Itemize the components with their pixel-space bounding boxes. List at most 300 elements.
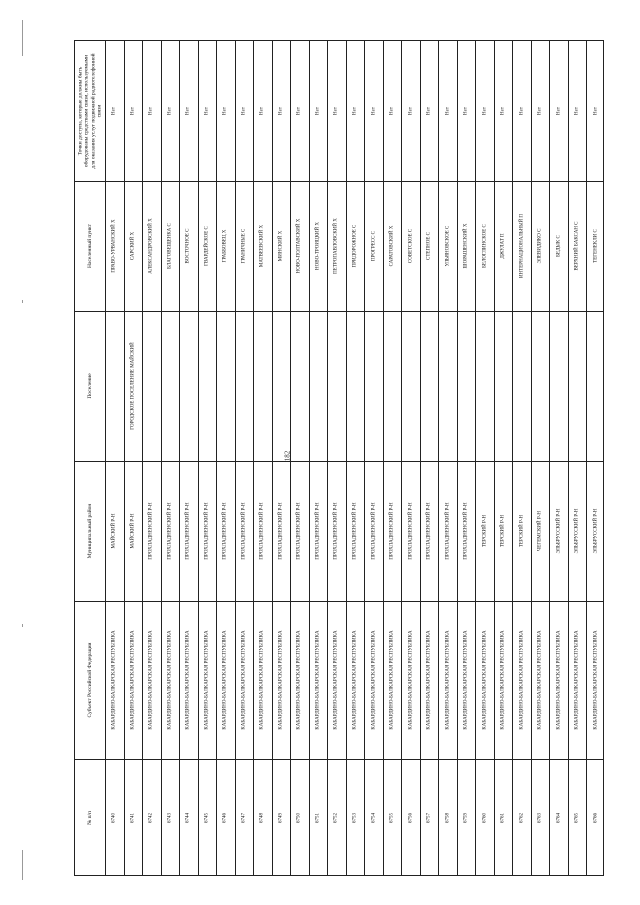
cell-subject: [364, 601, 383, 759]
cell-settlement: [586, 311, 605, 461]
cell-locality: [586, 181, 605, 311]
cell-district: [179, 461, 198, 601]
cell-num: [512, 759, 531, 877]
cell-text-locality: ПРОГРЕСС С: [371, 230, 376, 262]
cell-settlement: [438, 311, 457, 461]
cell-subject: [235, 601, 254, 759]
cell-district: [494, 461, 513, 601]
cell-points: [309, 41, 328, 181]
cell-subject: [309, 601, 328, 759]
cell-text-district: ПРОХЛАДНЕНСКИЙ Р-Н: [352, 502, 358, 560]
cell-subject: [383, 601, 402, 759]
scan-edge-mark: [22, 850, 23, 880]
cell-text-district: МАЙСКИЙ Р-Н: [111, 513, 117, 549]
cell-settlement: [105, 311, 124, 461]
cell-subject: [531, 601, 550, 759]
cell-text-locality: ПРАВО-УРВАНСКИЙ Х: [111, 219, 117, 273]
cell-subject: [198, 601, 217, 759]
table-row: [401, 41, 420, 877]
cell-district: [457, 461, 476, 601]
cell-points: [216, 41, 235, 181]
cell-text-subject: КАБАРДИНО-БАЛКАРСКАЯ РЕСПУБЛИКА: [204, 630, 210, 730]
cell-text-num: 6763: [537, 813, 543, 823]
cell-text-locality: ГВАРДЕЙСКОЕ С: [204, 226, 210, 266]
table-row: [290, 41, 309, 877]
cell-num: [568, 759, 587, 877]
cell-points: [586, 41, 605, 181]
cell-settlement: [327, 311, 346, 461]
cell-text-locality: ПЕТРОПАВЛОВСКИЙ Х: [333, 218, 339, 274]
cell-text-points: Нет: [315, 106, 321, 116]
cell-points: [568, 41, 587, 181]
cell-text-num: 6744: [185, 813, 191, 823]
cell-subject: [124, 601, 143, 759]
cell-text-subject: КАБАРДИНО-БАЛКАРСКАЯ РЕСПУБЛИКА: [130, 630, 136, 730]
cell-text-subject: КАБАРДИНО-БАЛКАРСКАЯ РЕСПУБЛИКА: [296, 630, 302, 730]
cell-district: [568, 461, 587, 601]
cell-text-district: ПРОХЛАДНЕНСКИЙ Р-Н: [259, 502, 265, 560]
cell-locality: [568, 181, 587, 311]
cell-text-locality: ТЕГЕНЕКЛИ С: [593, 229, 599, 263]
header-label-district: Муниципальный район: [86, 503, 93, 559]
cell-text-locality: НОВО-ТРОИЦКИЙ Х: [315, 222, 321, 270]
cell-points: [401, 41, 420, 181]
cell-text-num: 6753: [352, 813, 358, 823]
cell-points: [124, 41, 143, 181]
table-row: [309, 41, 328, 877]
cell-locality: [401, 181, 420, 311]
cell-text-subject: КАБАРДИНО-БАЛКАРСКАЯ РЕСПУБЛИКА: [537, 630, 543, 730]
cell-num: [161, 759, 180, 877]
cell-locality: [198, 181, 217, 311]
cell-settlement: [235, 311, 254, 461]
cell-district: [438, 461, 457, 601]
cell-subject: [457, 601, 476, 759]
cell-num: [475, 759, 494, 877]
cell-num: [198, 759, 217, 877]
cell-text-points: Нет: [259, 106, 265, 116]
cell-text-num: 6762: [519, 813, 525, 823]
cell-text-district: ТЕРСКИЙ Р-Н: [482, 514, 488, 548]
cell-locality: [531, 181, 550, 311]
cell-num: [364, 759, 383, 877]
cell-settlement: [420, 311, 439, 461]
cell-subject: [475, 601, 494, 759]
cell-settlement: [568, 311, 587, 461]
cell-district: [383, 461, 402, 601]
cell-num: [401, 759, 420, 877]
table-row: [253, 41, 272, 877]
cell-district: [105, 461, 124, 601]
cell-text-district: ПРОХЛАДНЕНСКИЙ Р-Н: [185, 502, 191, 560]
cell-subject: [494, 601, 513, 759]
table-row: [457, 41, 476, 877]
cell-points: [290, 41, 309, 181]
cell-text-points: Нет: [148, 106, 154, 116]
cell-subject: [438, 601, 457, 759]
cell-settlement: [309, 311, 328, 461]
cell-district: [364, 461, 383, 601]
cell-text-district: ЭЛЬБРУССКИЙ Р-Н: [556, 508, 562, 554]
cell-text-points: Нет: [167, 106, 173, 116]
cell-num: [346, 759, 365, 877]
cell-text-locality: МИНСКИЙ Х: [278, 230, 284, 262]
cell-points: [272, 41, 291, 181]
cell-text-num: 6740: [111, 813, 117, 823]
cell-num: [290, 759, 309, 877]
scan-edge-mark: [22, 624, 23, 627]
cell-text-num: 6746: [222, 813, 228, 823]
cell-text-district: ПРОХЛАДНЕНСКИЙ Р-Н: [445, 502, 451, 560]
cell-text-points: Нет: [500, 106, 506, 116]
cell-text-points: Нет: [445, 106, 451, 116]
cell-text-num: 6756: [408, 813, 414, 823]
cell-text-locality: СТЕПНОЕ С: [426, 232, 432, 260]
cell-district: [161, 461, 180, 601]
cell-text-points: Нет: [130, 106, 136, 116]
cell-num: [179, 759, 198, 877]
cell-settlement: [179, 311, 198, 461]
cell-locality: [272, 181, 291, 311]
cell-text-points: Нет: [333, 106, 339, 116]
cell-text-subject: КАБАРДИНО-БАЛКАРСКАЯ РЕСПУБЛИКА: [185, 630, 191, 730]
cell-text-district: ПРОХЛАДНЕНСКИЙ Р-Н: [463, 502, 469, 560]
cell-text-subject: КАБАРДИНО-БАЛКАРСКАЯ РЕСПУБЛИКА: [148, 630, 154, 730]
header-label-subject: Субъект Российской Федерации: [86, 642, 93, 718]
cell-text-district: ЭЛЬБРУССКИЙ Р-Н: [593, 508, 599, 554]
cell-district: [216, 461, 235, 601]
cell-settlement: [531, 311, 550, 461]
cell-locality: [142, 181, 161, 311]
cell-text-subject: КАБАРДИНО-БАЛКАРСКАЯ РЕСПУБЛИКА: [463, 630, 469, 730]
cell-settlement: [290, 311, 309, 461]
cell-settlement: [198, 311, 217, 461]
cell-text-num: 6745: [204, 813, 210, 823]
cell-text-num: 6741: [130, 813, 136, 823]
cell-district: [346, 461, 365, 601]
cell-district: [309, 461, 328, 601]
cell-text-points: Нет: [204, 106, 210, 116]
cell-locality: [346, 181, 365, 311]
cell-text-subject: КАБАРДИНО-БАЛКАРСКАЯ РЕСПУБЛИКА: [315, 630, 321, 730]
cell-text-points: Нет: [408, 106, 414, 116]
cell-text-locality: БЕЛОГЛИНСКОЕ С: [482, 224, 488, 268]
cell-num: [457, 759, 476, 877]
table-row: [383, 41, 402, 877]
cell-text-locality: АЛЕКСАНДРОВСКИЙ Х: [148, 218, 154, 274]
cell-subject: [346, 601, 365, 759]
cell-points: [549, 41, 568, 181]
cell-settlement: [124, 311, 143, 461]
cell-points: [105, 41, 124, 181]
cell-num: [494, 759, 513, 877]
cell-text-district: ПРОХЛАДНЕНСКИЙ Р-Н: [204, 502, 210, 560]
cell-text-num: 6760: [482, 813, 488, 823]
cell-num: [549, 759, 568, 877]
cell-subject: [401, 601, 420, 759]
cell-points: [179, 41, 198, 181]
cell-locality: [420, 181, 439, 311]
cell-text-points: Нет: [352, 106, 358, 116]
cell-points: [438, 41, 457, 181]
header-cell-subject: [75, 601, 105, 759]
cell-text-locality: ШОРАШЕНСКИЙ Х: [463, 223, 469, 269]
cell-text-district: ПРОХЛАДНЕНСКИЙ Р-Н: [241, 502, 247, 560]
cell-text-points: Нет: [593, 106, 599, 116]
cell-text-num: 6749: [278, 813, 284, 823]
cell-subject: [549, 601, 568, 759]
table-row: [549, 41, 568, 877]
cell-text-locality: ВОСТОЧНОЕ С: [185, 228, 191, 264]
cell-text-points: Нет: [185, 106, 191, 116]
table-row: [105, 41, 124, 877]
cell-district: [272, 461, 291, 601]
cell-subject: [142, 601, 161, 759]
table-row: [272, 41, 291, 877]
cell-locality: [253, 181, 272, 311]
cell-text-num: 6751: [315, 813, 321, 823]
table-row: [216, 41, 235, 877]
scan-edge-mark: [22, 20, 23, 56]
table-row: [438, 41, 457, 877]
cell-text-district: ПРОХЛАДНЕНСКИЙ Р-Н: [389, 502, 395, 560]
cell-locality: [457, 181, 476, 311]
cell-subject: [586, 601, 605, 759]
cell-points: [383, 41, 402, 181]
cell-district: [475, 461, 494, 601]
cell-points: [420, 41, 439, 181]
cell-subject: [161, 601, 180, 759]
table-row: [512, 41, 531, 877]
cell-locality: [124, 181, 143, 311]
cell-settlement: [346, 311, 365, 461]
table-row: [179, 41, 198, 877]
cell-text-points: Нет: [278, 106, 284, 116]
cell-text-num: 6757: [426, 813, 432, 823]
cell-settlement: [383, 311, 402, 461]
cell-points: [198, 41, 217, 181]
cell-settlement: [457, 311, 476, 461]
cell-text-num: 6765: [574, 813, 580, 823]
cell-text-points: Нет: [389, 106, 395, 116]
header-label-num: № п/п: [86, 810, 93, 826]
cell-text-subject: КАБАРДИНО-БАЛКАРСКАЯ РЕСПУБЛИКА: [574, 630, 580, 730]
cell-settlement: [161, 311, 180, 461]
cell-text-points: Нет: [556, 106, 562, 116]
cell-text-district: ПРОХЛАДНЕНСКИЙ Р-Н: [408, 502, 414, 560]
cell-text-subject: КАБАРДИНО-БАЛКАРСКАЯ РЕСПУБЛИКА: [371, 630, 376, 730]
cell-text-points: Нет: [222, 106, 228, 116]
cell-settlement: [142, 311, 161, 461]
cell-text-points: Нет: [371, 106, 376, 116]
cell-locality: [512, 181, 531, 311]
cell-text-district: ПРОХЛАДНЕНСКИЙ Р-Н: [296, 502, 302, 560]
cell-district: [198, 461, 217, 601]
cell-text-district: ТЕРСКИЙ Р-Н: [519, 514, 525, 548]
cell-text-num: 6755: [389, 813, 395, 823]
table-row: [124, 41, 143, 877]
cell-text-num: 6747: [241, 813, 247, 823]
table-row: [198, 41, 217, 877]
cell-points: [346, 41, 365, 181]
table-row: [327, 41, 346, 877]
cell-text-district: ПРОХЛАДНЕНСКИЙ Р-Н: [315, 502, 321, 560]
cell-text-district: ТЕРСКИЙ Р-Н: [500, 514, 506, 548]
cell-subject: [327, 601, 346, 759]
cell-settlement: [272, 311, 291, 461]
cell-settlement: [216, 311, 235, 461]
cell-text-subject: КАБАРДИНО-БАЛКАРСКАЯ РЕСПУБЛИКА: [500, 630, 506, 730]
table-row: [420, 41, 439, 877]
cell-text-points: Нет: [574, 106, 580, 116]
cell-text-num: 6752: [333, 813, 339, 823]
cell-district: [235, 461, 254, 601]
cell-text-subject: КАБАРДИНО-БАЛКАРСКАЯ РЕСПУБЛИКА: [519, 630, 525, 730]
cell-text-points: Нет: [111, 106, 117, 116]
cell-district: [142, 461, 161, 601]
cell-subject: [568, 601, 587, 759]
cell-text-locality: УЛЬЯНОВСКОЕ С: [445, 225, 451, 267]
page-number: 182: [283, 450, 292, 462]
cell-subject: [420, 601, 439, 759]
cell-text-num: 6742: [148, 813, 154, 823]
cell-locality: [216, 181, 235, 311]
cell-text-num: 6754: [371, 813, 376, 823]
cell-settlement: [253, 311, 272, 461]
cell-text-subject: КАБАРДИНО-БАЛКАРСКАЯ РЕСПУБЛИКА: [593, 630, 599, 730]
cell-locality: [475, 181, 494, 311]
cell-locality: [383, 181, 402, 311]
cell-text-subject: КАБАРДИНО-БАЛКАРСКАЯ РЕСПУБЛИКА: [482, 630, 488, 730]
cell-text-locality: МАТВЕЕВСКИЙ Х: [259, 224, 265, 268]
cell-text-subject: КАБАРДИНО-БАЛКАРСКАЯ РЕСПУБЛИКА: [333, 630, 339, 730]
cell-text-subject: КАБАРДИНО-БАЛКАРСКАЯ РЕСПУБЛИКА: [167, 630, 173, 730]
cell-text-points: Нет: [537, 106, 543, 116]
cell-points: [142, 41, 161, 181]
cell-locality: [290, 181, 309, 311]
cell-text-district: МАЙСКИЙ Р-Н: [130, 513, 136, 549]
cell-locality: [494, 181, 513, 311]
cell-points: [531, 41, 550, 181]
cell-locality: [438, 181, 457, 311]
cell-text-settlement: ГОРОДСКОЕ ПОСЕЛЕНИЕ МАЙСКИЙ: [130, 342, 136, 430]
cell-text-subject: КАБАРДИНО-БАЛКАРСКАЯ РЕСПУБЛИКА: [111, 630, 117, 730]
cell-text-district: ПРОХЛАДНЕНСКИЙ Р-Н: [222, 502, 228, 560]
cell-text-num: 6761: [500, 813, 506, 823]
table-row: [568, 41, 587, 877]
data-table: [74, 40, 604, 876]
cell-text-subject: КАБАРДИНО-БАЛКАРСКАЯ РЕСПУБЛИКА: [389, 630, 395, 730]
cell-text-subject: КАБАРДИНО-БАЛКАРСКАЯ РЕСПУБЛИКА: [259, 630, 265, 730]
cell-num: [383, 759, 402, 877]
table-row: [531, 41, 550, 877]
cell-text-locality: НОВО-ПОЛТАВСКИЙ Х: [296, 218, 302, 274]
scan-edge-mark: [22, 300, 23, 303]
header-label-locality: Населенный пункт: [86, 223, 93, 269]
cell-text-district: ЧЕГЕМСКИЙ Р-Н: [537, 511, 543, 551]
cell-num: [309, 759, 328, 877]
cell-text-locality: САРСКИЙ Х: [130, 231, 136, 261]
cell-text-num: 6743: [167, 813, 173, 823]
cell-text-num: 6750: [296, 813, 302, 823]
cell-text-district: ПРОХЛАДНЕНСКИЙ Р-Н: [426, 502, 432, 560]
cell-text-locality: САРАТОВСКИЙ Х: [389, 225, 395, 267]
cell-num: [272, 759, 291, 877]
cell-text-subject: КАБАРДИНО-БАЛКАРСКАЯ РЕСПУБЛИКА: [352, 630, 358, 730]
cell-text-num: 6758: [445, 813, 451, 823]
cell-locality: [309, 181, 328, 311]
table-row: [161, 41, 180, 877]
cell-settlement: [475, 311, 494, 461]
cell-district: [401, 461, 420, 601]
cell-text-district: ПРОХЛАДНЕНСКИЙ Р-Н: [278, 502, 284, 560]
cell-text-locality: ГРАНИЧНЫЕ С: [241, 228, 247, 264]
cell-settlement: [401, 311, 420, 461]
table-row: [235, 41, 254, 877]
table-row: [475, 41, 494, 877]
cell-text-subject: КАБАРДИНО-БАЛКАРСКАЯ РЕСПУБЛИКА: [241, 630, 247, 730]
table-row: [142, 41, 161, 877]
cell-num: [142, 759, 161, 877]
header-label-points: Точки доступа, которые должны быть оборудованы средствами связи, используемыми для оказания услуг подвижной радиотелефонной связи: [77, 53, 103, 169]
cell-subject: [253, 601, 272, 759]
cell-text-num: 6766: [593, 813, 599, 823]
cell-subject: [105, 601, 124, 759]
cell-num: [327, 759, 346, 877]
cell-subject: [512, 601, 531, 759]
cell-num: [124, 759, 143, 877]
cell-num: [105, 759, 124, 877]
cell-text-subject: КАБАРДИНО-БАЛКАРСКАЯ РЕСПУБЛИКА: [278, 630, 284, 730]
cell-district: [586, 461, 605, 601]
cell-text-district: ПРОХЛАДНЕНСКИЙ Р-Н: [371, 502, 376, 560]
cell-text-subject: КАБАРДИНО-БАЛКАРСКАЯ РЕСПУБЛИКА: [445, 630, 451, 730]
header-cell-points: [75, 41, 105, 181]
cell-text-locality: ИНТЕРНАЦИОНАЛЬНЫЙ П: [519, 213, 525, 279]
cell-subject: [290, 601, 309, 759]
header-cell-locality: [75, 181, 105, 311]
cell-text-points: Нет: [463, 106, 469, 116]
header-label-settlement: Поселение: [86, 373, 93, 399]
cell-district: [124, 461, 143, 601]
cell-text-subject: КАБАРДИНО-БАЛКАРСКАЯ РЕСПУБЛИКА: [408, 630, 414, 730]
cell-text-locality: ВЕРХНИЙ БАКСАН С: [574, 221, 580, 271]
cell-points: [161, 41, 180, 181]
cell-text-district: ЭЛЬБРУССКИЙ Р-Н: [574, 508, 580, 554]
cell-locality: [235, 181, 254, 311]
cell-subject: [179, 601, 198, 759]
cell-points: [235, 41, 254, 181]
cell-text-subject: КАБАРДИНО-БАЛКАРСКАЯ РЕСПУБЛИКА: [426, 630, 432, 730]
cell-text-points: Нет: [482, 106, 488, 116]
cell-text-locality: ЭЛЕВИДИКО С: [537, 228, 543, 264]
cell-num: [253, 759, 272, 877]
cell-locality: [549, 181, 568, 311]
cell-num: [216, 759, 235, 877]
header-cell-settlement: [75, 311, 105, 461]
cell-locality: [179, 181, 198, 311]
cell-text-subject: КАБАРДИНО-БАЛКАРСКАЯ РЕСПУБЛИКА: [556, 630, 562, 730]
cell-text-points: Нет: [296, 106, 302, 116]
table-row: [346, 41, 365, 877]
cell-text-district: ПРОХЛАДНЕНСКИЙ Р-Н: [333, 502, 339, 560]
cell-points: [253, 41, 272, 181]
cell-points: [327, 41, 346, 181]
cell-text-num: 6764: [556, 813, 562, 823]
header-cell-num: [75, 759, 105, 877]
header-cell-district: [75, 461, 105, 601]
cell-district: [512, 461, 531, 601]
